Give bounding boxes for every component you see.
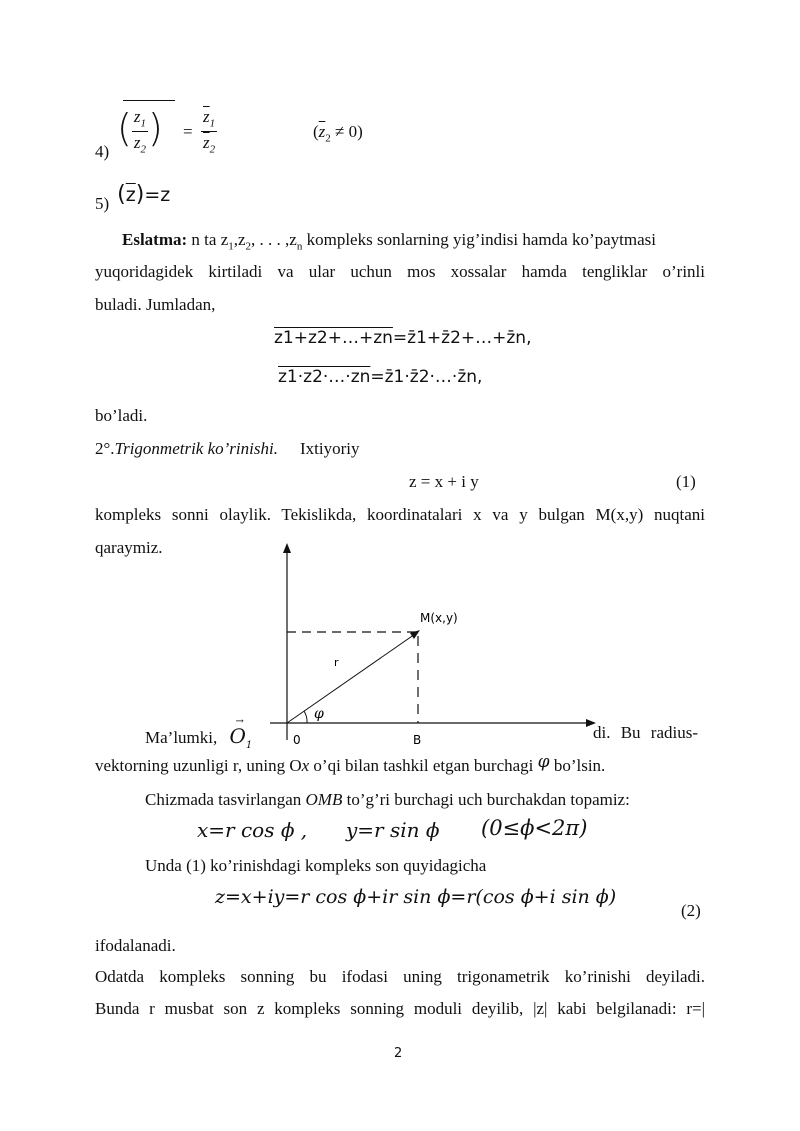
property-4-lhs: ( $\frac{z_1}{z_2}$ ) — [117, 100, 163, 156]
equation-2: z=x+iy=r cos ϕ+ir sin ϕ=r(cos ϕ+i sin ϕ) — [215, 886, 617, 908]
formula-x: x=r cos ϕ , — [197, 818, 308, 842]
b-label: B — [413, 733, 422, 747]
malumki-left: Ma’lumki, → $O_1$ — [145, 716, 253, 751]
eslatma-line-1: Eslatma: n ta $z_1,z_2$, . . . $,z_n$ kompleks sonlarning yig’indisi hamda ko’paytmasi — [122, 230, 656, 253]
y-axis — [283, 543, 291, 740]
formula-y: y=r sin ϕ — [346, 818, 440, 842]
equation-1: z = x + i y — [409, 472, 479, 491]
property-4-condition: $(\overline{z}_2 \ne 0)$ — [313, 122, 363, 145]
radius-vector — [287, 632, 418, 723]
unda-text: Unda (1) ko’rinishdagi kompleks son quyidagicha — [145, 856, 487, 875]
property-5-label: 5) — [95, 194, 110, 213]
paragraph-2: vektorning uzunligi r, uning Ox o’qi bilan tashkil etgan burchagi φ bo’lsin. — [95, 752, 606, 775]
point-label: M(x,y) — [420, 611, 458, 625]
property-5-formula: $(\overline{z})=z$ — [117, 182, 171, 207]
ifodalanadi-text: ifodalanadi. — [95, 936, 176, 955]
property-4-label: 4) — [95, 142, 110, 161]
origin-o-symbol: → $O_1$ — [229, 716, 253, 751]
formula-sum: z1+z2+…+zn=z̄1+z̄2+…+z̄n, — [274, 328, 532, 348]
property-4 — [95, 96, 515, 166]
formula-range: (0≤ϕ<2π) — [481, 816, 588, 840]
angle-arc — [304, 711, 307, 723]
boladi-text: bo’ladi. — [95, 406, 148, 425]
paragraph-1-line-2: qaraymiz. — [95, 538, 163, 557]
radius-label: r — [334, 656, 339, 669]
paragraph-4-line-2: Bunda r musbat son z kompleks sonning moduli deyilib, |z| kabi belgilanadi: r=| — [95, 999, 705, 1018]
property-4-equals: = — [183, 122, 193, 141]
page-number: 2 — [394, 1046, 403, 1061]
eslatma-line-2: yuqoridagidek kirtiladi va ular uchun mos xossalar hamda tengliklar o’rinli — [95, 262, 705, 281]
paragraph-1-line-1: kompleks sonni olaylik. Tekislikda, koordinatalari x va y bulgan M(x,y) nuqtani — [95, 505, 705, 524]
equation-1-number: (1) — [676, 472, 696, 491]
equation-2-number: (2) — [681, 901, 701, 920]
malumki-right: di. Bu radius- — [593, 723, 699, 742]
property-4-rhs: $\frac{\overline{z}_1}{\overline{z}_2}$ — [203, 107, 216, 156]
formula-product: z1·z2·…·zn=z̄1·z̄2·…·z̄n, — [278, 367, 483, 387]
section-heading: 2°.Trigonmetrik ko’rinishi. Ixtiyoriy — [95, 439, 360, 458]
paragraph-3: Chizmada tasvirlangan OMB to’g’ri burchagi uch burchakdan topamiz: — [145, 790, 630, 809]
property-5 — [95, 180, 170, 212]
eslatma-line-3: buladi. Jumladan, — [95, 295, 216, 314]
angle-label: φ — [314, 706, 324, 722]
origin-label: 0 — [293, 733, 301, 747]
coordinate-diagram — [230, 540, 600, 750]
paragraph-4-line-1: Odatda kompleks sonning bu ifodasi uning trigonametrik ko’rinishi deyiladi. — [95, 967, 705, 986]
